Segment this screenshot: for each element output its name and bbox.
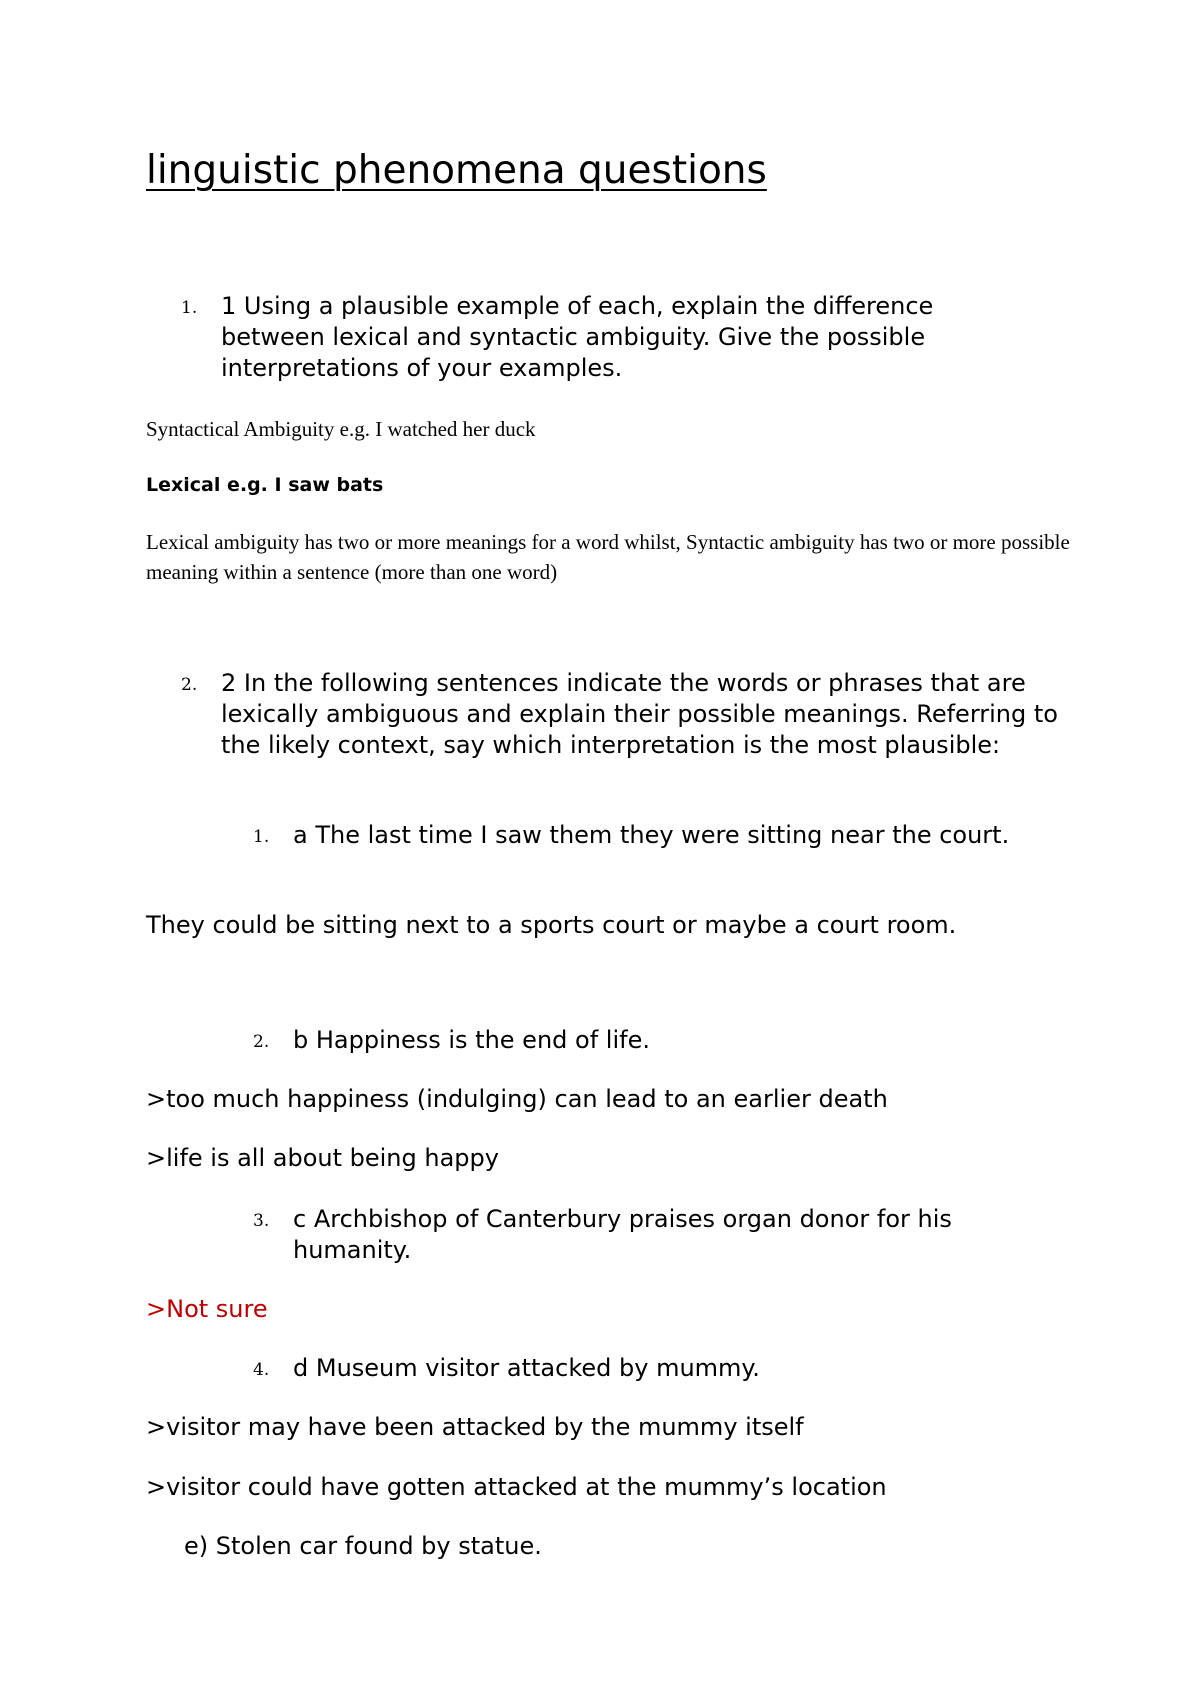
list-marker: 2. — [253, 1032, 270, 1052]
answer-a: They could be sitting next to a sports court or maybe a court room. — [146, 911, 957, 939]
sub-question-a — [253, 820, 1053, 851]
sub-question-a-text: a The last time I saw them they were sitting near the court. — [293, 821, 1010, 849]
question-2 — [181, 668, 1091, 761]
answer-b-1: >too much happiness (indulging) can lead to an earlier death — [146, 1085, 888, 1113]
answer-c: >Not sure — [146, 1295, 268, 1323]
sub-question-c — [253, 1204, 1053, 1266]
sub-question-b-text: b Happiness is the end of life. — [293, 1026, 650, 1054]
document-title: linguistic phenomena questions — [146, 148, 767, 193]
sub-question-e: e) Stolen car found by statue. — [184, 1532, 542, 1560]
sub-question-c-text: c Archbishop of Canterbury praises organ donor for his humanity. — [293, 1205, 952, 1264]
list-marker: 2. — [181, 675, 198, 695]
question-1 — [181, 291, 1041, 384]
question-2-text: 2 In the following sentences indicate the words or phrases that are lexically ambiguous and explain their possible meanings. Referring to the likely context, say which interpretation is the most plausible: — [221, 669, 1058, 759]
answer-d-2: >visitor could have gotten attacked at the mummy’s location — [146, 1473, 887, 1501]
ambiguity-explanation: Lexical ambiguity has two or more meanings for a word whilst, Syntactic ambiguity has two or more possible meaning within a sentence (more than one word) — [146, 530, 1070, 584]
answer-d-1: >visitor may have been attacked by the mummy itself — [146, 1413, 804, 1441]
list-marker: 1. — [181, 298, 198, 318]
sub-question-d-text: d Museum visitor attacked by mummy. — [293, 1354, 760, 1382]
lexical-example: Lexical e.g. I saw bats — [146, 474, 384, 496]
list-marker: 4. — [253, 1360, 270, 1380]
syntactic-example: Syntactical Ambiguity e.g. I watched her duck — [146, 417, 536, 441]
sub-question-b — [253, 1025, 1053, 1056]
question-1-text: 1 Using a plausible example of each, explain the difference between lexical and syntactic ambiguity. Give the possible interpretations of your examples. — [221, 292, 934, 382]
list-marker: 1. — [253, 827, 270, 847]
answer-b-2: >life is all about being happy — [146, 1144, 499, 1172]
list-marker: 3. — [253, 1211, 270, 1231]
sub-question-d — [253, 1353, 1053, 1384]
